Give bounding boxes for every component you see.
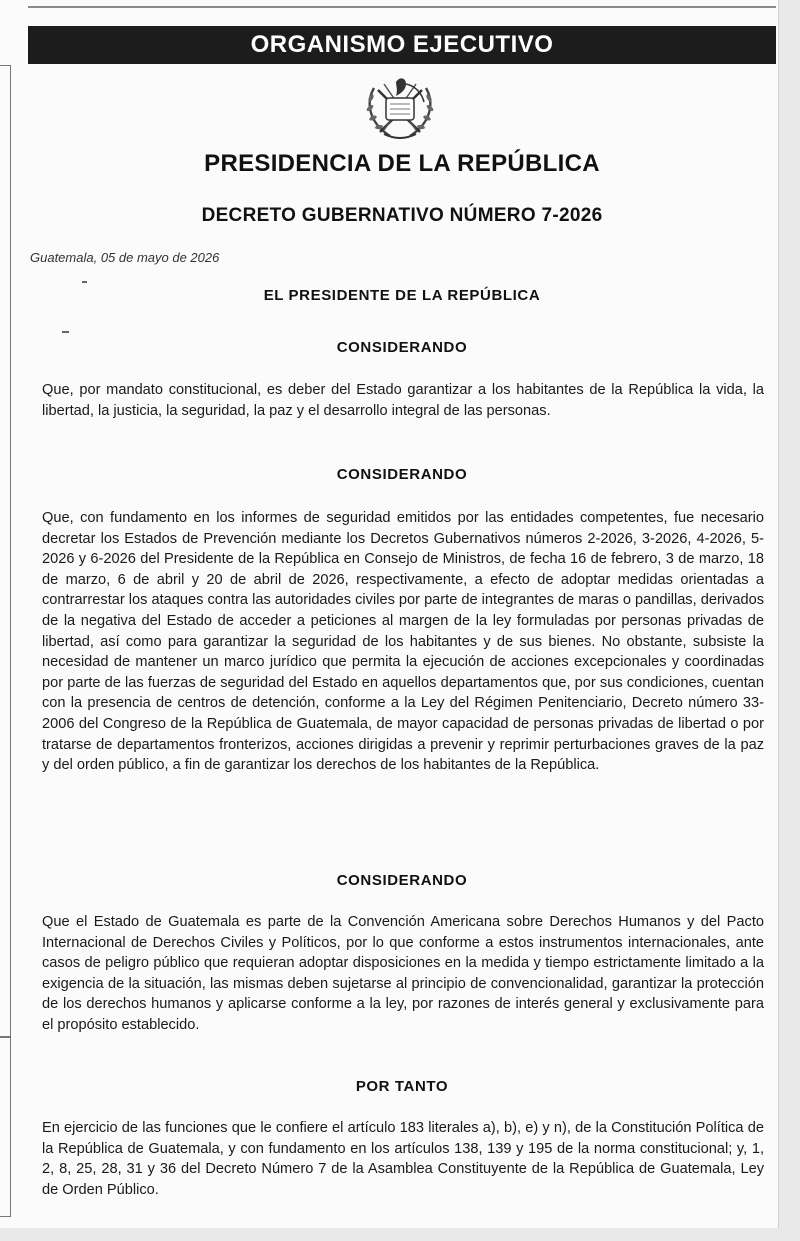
por-tanto-paragraph: En ejercicio de las funciones que le confiere el artículo 183 literales a), b), e) y n), de la Constitución Política de la República de Guatemala, y con fundamento en los artículos 138, 139 y 195 de la norma constitucional; y, 1, 2, 8, 25, 28, 31 y 36 del Decreto Número 7 de la Asamblea Constituyente de la República de Guatemala, Ley de Orden Público.: [42, 1120, 764, 1198]
decree-title: DECRETO GUBERNATIVO NÚMERO 7-2026: [201, 205, 603, 226]
print-speck: [82, 281, 87, 283]
top-rule: [28, 6, 776, 8]
section-title: ORGANISMO EJECUTIVO: [250, 31, 554, 58]
por-tanto-heading: POR TANTO: [355, 1078, 449, 1095]
place-date: Guatemala, 05 de mayo de 2026: [30, 250, 220, 265]
guatemala-coat-of-arms-icon: [360, 70, 440, 144]
print-speck: [62, 331, 69, 333]
considerando-heading-2: CONSIDERANDO: [336, 466, 468, 483]
section-header-bar: [28, 26, 776, 64]
considerando-paragraph-3: Que el Estado de Guatemala es parte de la Convención Americana sobre Derechos Humanos y del Pacto Internacional de Derechos Civiles y Políticos, por lo que conforme a estos instrumentos internacionales, ante casos de peligro público que requieran adoptar disposiciones en la medida y tiempo estrictamente limitado a la exigencia de la situación, las mismas deben sujetarse al principio de convencionalidad, garantizar la protección de los derechos humanos y aplicarse conforme a la ley, por razones de interés general y exclusivamente para el propósito establecido.: [42, 914, 764, 1033]
considerando-paragraph-1: Que, por mandato constitucional, es deber del Estado garantizar a los habitantes de la República la vida, la libertad, la justicia, la seguridad, la paz y el desarrollo integral de las personas.: [42, 382, 764, 419]
adjacent-column-edge: [0, 65, 11, 1037]
considerando-heading-3: CONSIDERANDO: [336, 872, 468, 889]
considerando-heading-1: CONSIDERANDO: [336, 339, 468, 356]
considerando-paragraph-2: Que, con fundamento en los informes de seguridad emitidos por las entidades competentes, fue necesario decretar los Estados de Prevención mediante los Decretos Gubernativos números 2-2026, 3-2026, 4-2026, 5-2026 y 6-2026 del Presidente de la República en Consejo de Ministros, de fecha 16 de febrero, 3 de marzo, 18 de marzo, 6 de abril y 20 de abril de 2026, respectivamente, a efecto de adoptar medidas orientadas a contrarrestar los ataques contra las autoridades civiles por parte de integrantes de maras o pandillas, derivados de la negativa del Estado de acceder a peticiones al margen de la ley formuladas por personas privadas de libertad, así como para garantizar la seguridad de los habitantes y de sus bienes. No obstante, subsiste la necesidad de mantener un marco jurídico que permita la ejecución de acciones excepcionales y coordinadas por parte de las fuerzas de seguridad del Estado en aquellos departamentos que, por sus condiciones, cuentan con la presencia de centros de detención, conforme a la Ley del Régimen Penitenciario, Decreto número 33-2006 del Congreso de la República de Guatemala, de mayor capacidad de personas privadas de libertad o por tratarse de departamentos fronterizos, acciones dirigidas a prevenir y reprimir perturbaciones graves de la paz y del orden público, a fin de garantizar los derechos de los habitantes de la República.: [42, 510, 764, 774]
issuer-heading: EL PRESIDENTE DE LA REPÚBLICA: [263, 287, 541, 304]
institution-heading: PRESIDENCIA DE LA REPÚBLICA: [204, 150, 600, 177]
adjacent-column-edge-lower: [0, 1037, 11, 1217]
